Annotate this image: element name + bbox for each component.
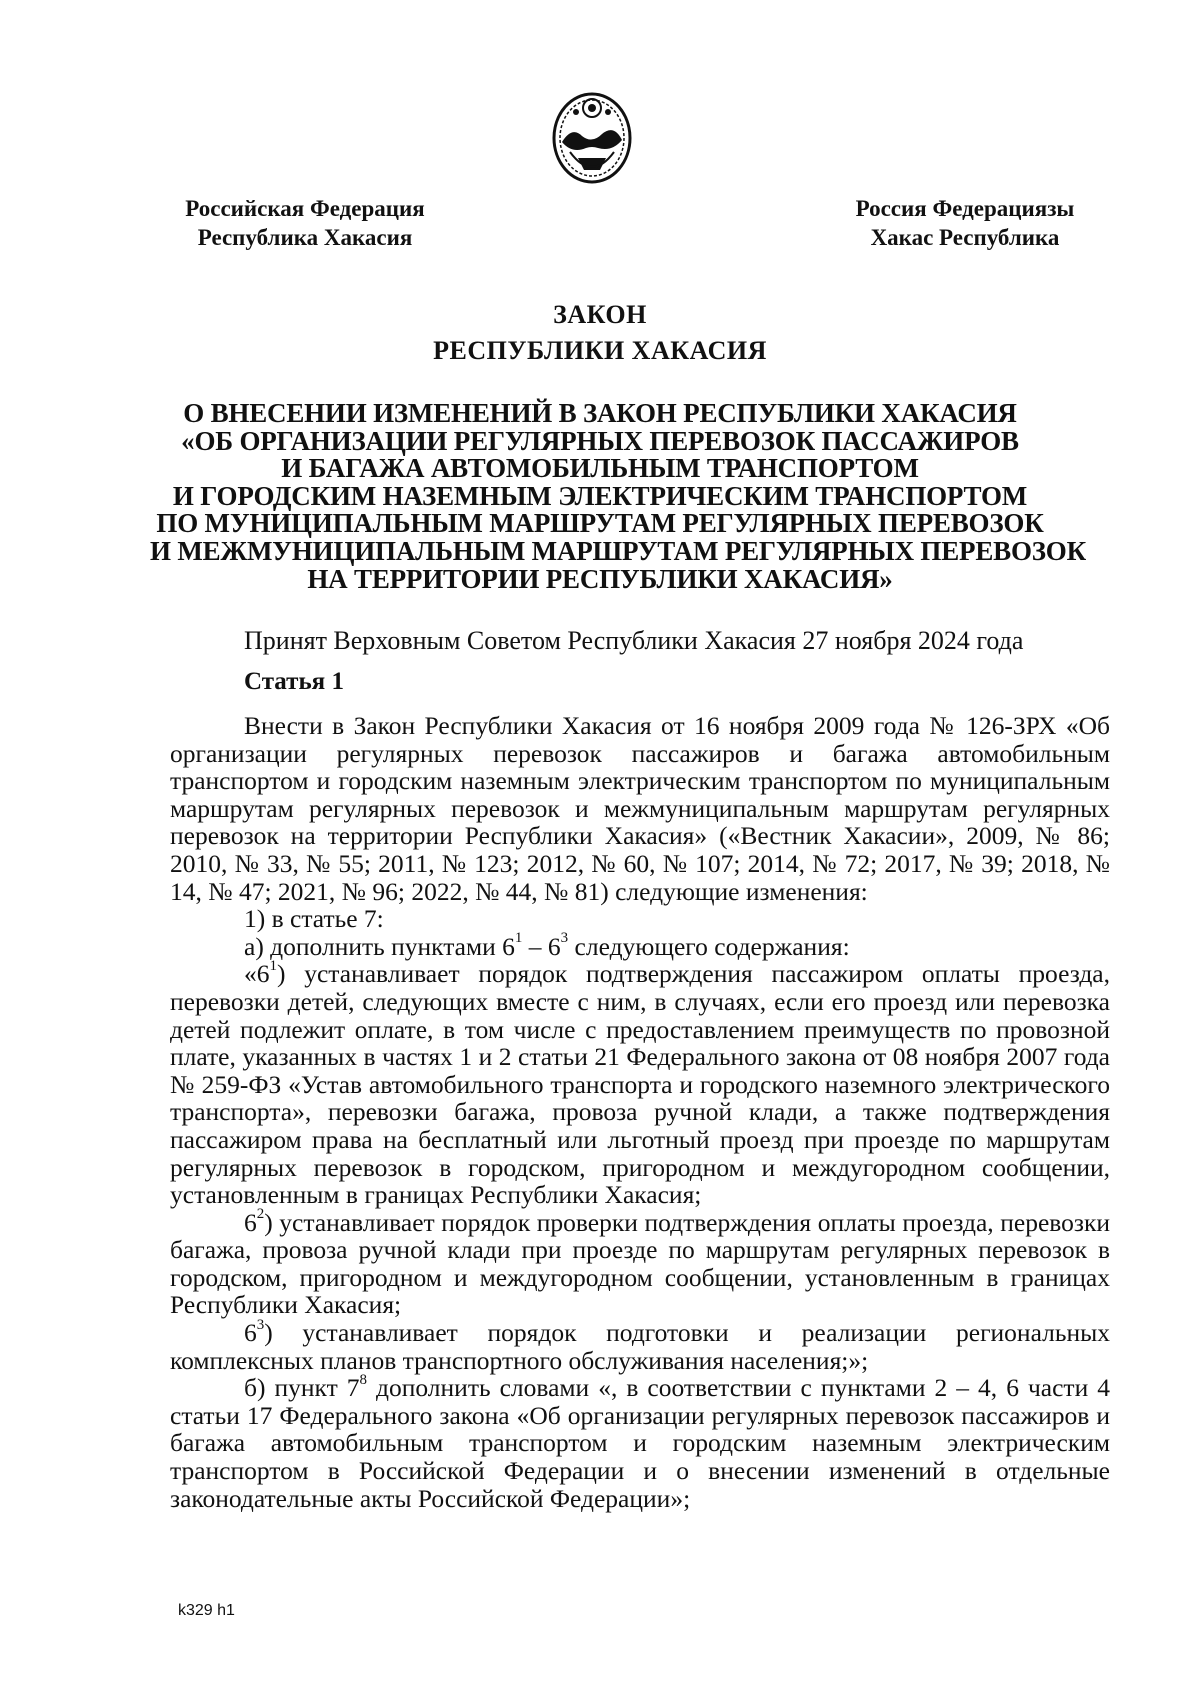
point-6-3: $6^3$) устанавливает порядок подготовки и реализации региональных комплексных планов транспортного обслуживания населения;»; [170,1316,1110,1375]
subject-line: ПО МУНИЦИПАЛЬНЫМ МАРШРУТАМ РЕГУЛЯРНЫХ ПЕРЕВОЗОК [156,508,1044,539]
header-right-line-2: Хакас Республика [870,225,1060,250]
document-title: ЗАКОН [553,300,647,329]
coat-of-arms-icon [548,86,636,186]
subject-line: И ГОРОДСКИМ НАЗЕМНЫМ ЭЛЕКТРИЧЕСКИМ ТРАНСПОРТОМ [172,480,1028,511]
document-code: k329 h1 [178,1602,235,1619]
document-title-issuer: РЕСПУБЛИКИ ХАКАСИЯ [433,336,767,365]
subject-line: О ВНЕСЕНИИ ИЗМЕНЕНИЙ В ЗАКОН РЕСПУБЛИКИ ХАКАСИЯ [183,398,1017,428]
header-left-line-2: Республика Хакасия [197,225,413,250]
intro-paragraph: Внести в Закон Республики Хакасия от 16 ноября 2009 года № 126-ЗРХ «Об организации регулярных перевозок пассажиров и багажа автомобильным транспортом и городским наземным электрическим транспортом по муниципальным маршрутам регулярных перевозок и межмуниципальным маршрутам регулярных перевозок на территории Республики Хакасия» («Вестник Хакасии», 2009, № 86; 2010, № 33, № 55; 2011, № 123; 2012, № 60, № 107; 2014, № 72; 2017, № 39; 2018, № 14, № 47; 2021, № 96; 2022, № 44, № 81) следующие изменения: [170,711,1110,906]
law-subject [150,398,1086,594]
subject-line: И БАГАЖА АВТОМОБИЛЬНЫМ ТРАНСПОРТОМ [281,453,919,484]
item-1: 1) в статье 7: [244,904,384,934]
article-title: Статья 1 [244,668,344,695]
header-left-line-1: Российская Федерация [185,196,425,221]
item-b: б) пункт $7^8$ дополнить словами «, в соответствии с пунктами 2 – 4, 6 части 4 статьи 17 Федерального закона «Об организации регулярных перевозок пассажиров и багажа автомобильным транспортом и городским наземным электрическим транспортом в Российской Федерации и о внесении изменений в отдельные законодательные акты Российской Федерации»; [170,1371,1110,1513]
subject-line: НА ТЕРРИТОРИИ РЕСПУБЛИКИ ХАКАСИЯ» [307,563,893,594]
header-right [815,194,1115,252]
adoption-note: Принят Верховным Советом Республики Хакасия 27 ноября 2024 года [244,626,1024,655]
subject-line: «ОБ ОРГАНИЗАЦИИ РЕГУЛЯРНЫХ ПЕРЕВОЗОК ПАССАЖИРОВ [181,425,1019,456]
point-6-2: $6^2$) устанавливает порядок проверки подтверждения оплаты проезда, перевозки багажа, провоза ручной клади при проезде по маршрутам регулярных перевозок в городском, пригородном и междугородном сообщении, установленным в границах Республики Хакасия; [170,1206,1110,1320]
article-body [170,712,1110,1512]
header-left [150,194,460,252]
header-right-line-1: Россия Федерациязы [855,196,1075,221]
subject-line: И МЕЖМУНИЦИПАЛЬНЫМ МАРШРУТАМ РЕГУЛЯРНЫХ ПЕРЕВОЗОК [150,535,1086,566]
point-6-1: «$6^1$) устанавливает порядок подтверждения пассажиром оплаты проезда, перевозки детей, следующих вместе с ним, в случаях, если его проезд или перевозка детей подлежит оплате, в том числе с предоставлением преимуществ по провозной плате, указанных в частях 1 и 2 статьи 21 Федерального закона от 08 ноября 2007 года № 259-ФЗ «Устав автомобильного транспорта и городского наземного электрического транспорта», перевозки багажа, провоза ручной клади, а также подтверждения пассажиром права на бесплатный или льготный проезд при проезде по маршрутам регулярных перевозок в городском, пригородном и междугородном сообщении, установленным в границах Республики Хакасия; [170,957,1110,1210]
item-a: а) дополнить пунктами $6^1 - 6^3$ следующего содержания: [244,930,850,961]
